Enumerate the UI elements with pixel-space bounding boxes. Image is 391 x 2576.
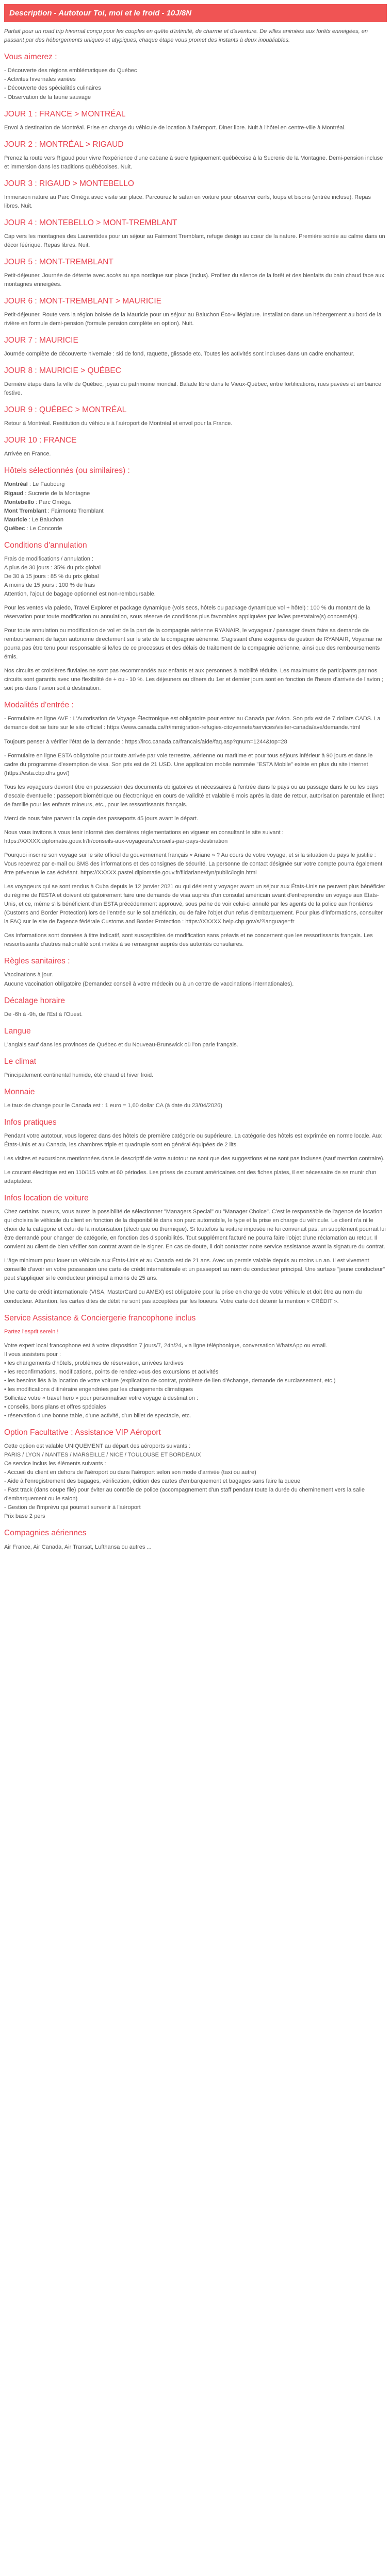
modalites-paragraph: Toujours penser à vérifier l'état de la demande : https://ircc.canada.ca/francais/aide/faq.asp?qnum=1244&top=28 — [4, 738, 287, 745]
modalites-paragraph: Merci de nous faire parvenir la copie des passeports 45 jours avant le départ. — [4, 815, 199, 822]
hotel-place: Rigaud — [4, 490, 24, 497]
infos-section — [4, 1116, 387, 1186]
infos-paragraph: Pendant votre autotour, vous logerez dans des hôtels de première catégorie ou supérieure. La catégorie des hôtels est exprimée en norme locale. Aux États-Unis et au Canada, les chambres triple et quadruple sont en général équipées de 2 lits. — [4, 1132, 382, 1148]
hotel-item: Mont Tremblant : Fairmonte Tremblant — [4, 507, 104, 514]
monnaie-section — [4, 1086, 387, 1110]
list-item: - Gestion de l'imprévu qui pourrait survenir à l'aéroport — [4, 1504, 141, 1511]
hotel-place: Montebello — [4, 499, 35, 505]
annulation-paragraph: Pour les ventes via paiedo, Travel Explorer et package dynamique (vols secs, hôtels ou package dynamique vol + hôtel) : 100 % du montant de la réservation pour toute modification ou annulation, sous réserve de conditions plus favorables appliquées par le/les prestataire(s) concerné(s). — [4, 605, 370, 620]
list-item: - Accueil du client en dehors de l'aéroport ou dans l'aéroport selon son mode d'arrivée (taxi ou autre) — [4, 1469, 256, 1476]
page-title: Description - Autotour Toi, moi et le froid - 10J/8N — [4, 4, 387, 22]
hotel-name: Le Concorde — [29, 525, 62, 532]
service-lines — [4, 1342, 387, 1420]
sanitaires-lines — [4, 971, 387, 988]
list-item: Frais de modifications / annulation : — [4, 555, 94, 562]
list-item: • les reconfirmations, modifications, points de rendez-vous des excursions et activités — [4, 1368, 219, 1375]
hotel-name: Fairmonte Tremblant — [51, 507, 104, 514]
list-item: - Activités hivernales variées — [4, 76, 76, 83]
modalites-heading: Modalités d'entrée : — [4, 701, 74, 710]
day-heading: JOUR 6 : MONT-TREMBLANT > MAURICIE — [4, 297, 162, 306]
list-item: A moins de 15 jours : 100 % de frais — [4, 582, 95, 588]
page — [0, 4, 391, 1564]
list-item: - Découverte des régions emblématiques du Québec — [4, 67, 137, 74]
location-section — [4, 1192, 387, 1306]
infos-paragraph: Les visites et excursions mentionnées dans le descriptif de votre autotour ne sont que des suggestions et ne sont pas incluses (sauf mention contraire). — [4, 1155, 385, 1162]
hotel-item: Mauricie : Le Baluchon — [4, 516, 63, 523]
service-heading: Service Assistance & Conciergerie francophone inclus — [4, 1313, 196, 1323]
annulation-paragraph: Pour toute annulation ou modification de vol et de la part de la compagnie aérienne RYANAIR, le voyageur / passager devra faire sa demande de remboursement de façon autonome directement sur le site de la compagnie aérienne. S'agissant d'une exigence de gestion de RYANAIR, Voyamar ne pourra pas être tenu pour responsable si le/les de ce processus et des délais de traitement de la compagnie aérienne, ainsi que des remboursements émis. — [4, 628, 382, 660]
location-paragraph: Chez certains loueurs, vous aurez la possibilité de sélectionner "Managers Special" ou "Manager Choice". C'est le responsable de l'agence de location qui choisira le véhicule du client en fonction de la disponibilité dans son parc automobile, le type et la prise en charge du véhicule. Le client n'a ni le choix de la catégorie et celui de la motorisation (électrique ou thermique). Si toutefois la voiture imposée ne lui convenait pas, un supplément pourrait lui être demandé pour changer de catégorie, en fonction des disponibilités. Tout supplément facturé ne pourra faire l'objet d'une réclamation au retour. Il convient au client de bien vérifier son contrat avant de le signer. En cas de doute, il doit contacter notre service assistance avant la signature du contrat. — [4, 1209, 386, 1250]
vip-section — [4, 1427, 387, 1521]
modalites-section — [4, 699, 387, 949]
langue-heading: Langue — [4, 1026, 31, 1036]
day-text: Prenez la route vers Rigaud pour vivre l'expérience d'une cabane à sucre typiquement québécoise à la Sucrerie de la Montagne. Demi-pension incluse et immersion dans les traditions québécoises. Nuit. — [4, 155, 383, 170]
sanitaires-heading: Règles sanitaires : — [4, 957, 70, 966]
monnaie-text: Le taux de change pour le Canada est : 1 euro = 1,60 dollar CA (à date du 23/04/2026) — [4, 1102, 222, 1109]
list-item: • conseils, bons plans et offres spéciales — [4, 1403, 106, 1410]
list-item: • réservation d'une bonne table, d'une activité, d'un billet de spectacle, etc. — [4, 1413, 191, 1419]
modalites-paragraph: Ces informations sont données à titre indicatif, sont susceptibles de modification sans préavis et ne concernent que les ressortissants français. Les ressortissants d'autres nationalité sont invités à se renseigner auprès des autorités consulaires. — [4, 933, 373, 948]
list-item: • les besoins liés à la location de votre voiture (explication de contrat, problème de lien d'échange, demande de surclassement, etc.) — [4, 1377, 336, 1384]
list-item: • les modifications d'itinéraire engendrées par les changements climatiques — [4, 1386, 193, 1393]
hotel-item: Montebello : Parc Oméga — [4, 499, 71, 505]
day-heading: JOUR 2 : MONTRÉAL > RIGAUD — [4, 140, 124, 149]
list-item: Sollicitez votre « travel hero » pour personnaliser votre voyage à destination : — [4, 1395, 199, 1401]
compagnies-section — [4, 1527, 387, 1551]
modalites-paragraph: - Formulaire en ligne ESTA obligatoire pour toute arrivée par voie terrestre, aérienne ou maritime et pour tous séjours inférieur à 90 jours et dans le cadre du programme d'exemption de visa. Son prix est de 21 USD. Une application mobile nommée "ESTA Mobile" existe en plus du site internet (https://esta.cbp.dhs.gov/) — [4, 752, 373, 776]
list-item: De 30 à 15 jours : 85 % du prix global — [4, 573, 99, 580]
compagnies-text: Air France, Air Canada, Air Transat, Lufthansa ou autres ... — [4, 1544, 152, 1550]
day-heading: JOUR 1 : FRANCE > MONTRÉAL — [4, 109, 126, 118]
day-heading: JOUR 7 : MAURICIE — [4, 336, 78, 345]
vous-aimerez-section — [4, 51, 387, 101]
list-item: A plus de 30 jours : 35% du prix global — [4, 564, 101, 571]
hotel-place: Mauricie — [4, 516, 27, 523]
infos-paragraph: Le courant électrique est en 110/115 volts et 60 périodes. Les prises de courant américaines ont des fiches plates, il est nécessaire de se munir d'un adaptateur. — [4, 1169, 377, 1185]
modalites-paragraph: Nous vous invitons à vous tenir informé des dernières réglementations en vigueur en consultant le site suivant : https://XXXXX.diplomatie.gouv.fr/fr/conseils-aux-voyageurs/conseils-par-pays-destination — [4, 829, 284, 844]
hotel-place: Mont Tremblant — [4, 507, 46, 514]
day-heading: JOUR 10 : FRANCE — [4, 436, 77, 445]
hotel-name: Le Baluchon — [31, 516, 63, 523]
langue-section — [4, 1025, 387, 1049]
hotels-section — [4, 465, 387, 533]
list-item: Ce service inclus les éléments suivants : — [4, 1461, 106, 1467]
list-item: Vaccinations à jour. — [4, 972, 53, 978]
climat-heading: Le climat — [4, 1057, 37, 1066]
hotel-name: Sucrerie de la Montagne — [28, 490, 90, 497]
sanitaires-section — [4, 955, 387, 988]
hotel-place: Québec — [4, 525, 25, 532]
monnaie-heading: Monnaie — [4, 1087, 35, 1096]
list-item: PARIS / LYON / NANTES / MARSEILLE / NICE / TOULOUSE ET BORDEAUX — [4, 1452, 201, 1459]
list-item: Attention, l'ajout de bagage optionnel est non-remboursable. — [4, 590, 156, 597]
list-item: - Découverte des spécialités culinaires — [4, 85, 101, 92]
list-item: Cette option est valable UNIQUEMENT au départ des aéroports suivants : — [4, 1443, 191, 1450]
hotels-heading: Hôtels sélectionnés (ou similaires) : — [4, 466, 130, 476]
day-heading: JOUR 8 : MAURICIE > QUÉBEC — [4, 366, 121, 376]
vous-aimerez-list — [4, 66, 387, 101]
intro-paragraph: Parfait pour un road trip hivernal conçu pour les couples en quête d'intimité, de charme et d'aventure. De villes animées aux forêts enneigées, en passant par des hébergements uniques et atypiques, chaque étape vous promet des instants à deux inoubliables. — [4, 28, 368, 44]
annulation-heading: Conditions d'annulation — [4, 540, 87, 550]
modalites-paragraph: Pourquoi inscrire son voyage sur le site officiel du gouvernement français « Ariane » ? Au cours de votre voyage, et si la situation du pays le justifie : Vous recevrez par e-mail ou SMS des informations et des consignes de sécurité. La personne de contact désignée sur votre compte pourra également être prévenue le cas échéant. https://XXXXX.pastel.diplomatie.gouv.fr/fildariane/dyn/public/login.html — [4, 852, 383, 876]
list-item: - Aide à l'enregistrement des bagages, vérification, édition des cartes d'embarquement et bagages sans faire la queue — [4, 1478, 301, 1485]
day-heading: JOUR 4 : MONTEBELLO > MONT-TREMBLANT — [4, 218, 177, 227]
annulation-section — [4, 539, 387, 693]
annulation-lines — [4, 555, 387, 599]
infos-heading: Infos pratiques — [4, 1117, 57, 1127]
day-text: Cap vers les montagnes des Laurentides pour un séjour au Fairmont Tremblant, refuge design au cœur de la nature. Première soirée au calme dans un décor féérique. Repas libres. Nuit. — [4, 233, 385, 248]
decalage-text: De -6h à -9h, de l'Est à l'Ouest. — [4, 1011, 83, 1018]
day-text: Petit-déjeuner. Route vers la région boisée de la Mauricie pour un séjour au Baluchon Éco-villégiature. Installation dans un hébergement au bord de la rivière en formule demi-pension (formule pension complète en option). Nuit. — [4, 312, 382, 327]
day-text: Arrivée en France. — [4, 451, 51, 457]
vous-aimerez-heading: Vous aimerez : — [4, 53, 57, 62]
hotel-item: Québec : Le Concorde — [4, 525, 62, 532]
vip-heading: Option Facultative : Assistance VIP Aéroport — [4, 1428, 161, 1437]
list-item: - Observation de la faune sauvage — [4, 94, 91, 100]
annulation-paragraph: Nos circuits et croisières fluviales ne sont pas recommandés aux enfants et aux personnes à mobilité réduite. Les maximums de participants par nos circuits sont garantis avec une flexibilité de + ou - 10 %. Les déjeuners ou dîners du 1er et dernier jours sont en fonction de l'heure d'arrivée de l'avion ; soit pris dans l'avion soit à destination. — [4, 668, 383, 692]
hotels-list — [4, 480, 387, 533]
list-item: Votre expert local francophone est à votre disposition 7 jours/7, 24h/24, via ligne téléphonique, conversation WhatsApp ou email. — [4, 1342, 328, 1349]
hotel-place: Montréal — [4, 481, 28, 488]
list-item: Il vous assistera pour : — [4, 1351, 61, 1358]
decalage-heading: Décalage horaire — [4, 996, 66, 1005]
modalites-paragraph: Tous les voyageurs devront être en possession des documents obligatoires et nécessaires à l'entrée dans le pays ou au passage dans le ou les pays d'escale éventuelle : passeport biométrique ou électronique en cours de validité et valable 6 mois après la date de retour, autorisation parentale et livret de famille pour les enfants mineurs, etc., pour les ressortissants français. — [4, 784, 384, 808]
service-subheading: Partez l'esprit serein ! — [4, 1328, 59, 1335]
list-item: Aucune vaccination obligatoire (Demandez conseil à votre médecin ou à un centre de vaccinations internationales). — [4, 980, 294, 987]
service-section — [4, 1312, 387, 1420]
climat-text: Principalement continental humide, été chaud et hiver froid. — [4, 1072, 154, 1078]
day-text: Dernière étape dans la ville de Québec, joyau du patrimoine mondial. Balade libre dans le Vieux-Québec, entre fortifications, rues pavées et ambiance festive. — [4, 381, 382, 397]
day-text: Envol à destination de Montréal. Prise en charge du véhicule de location à l'aéroport. Diner libre. Nuit à l'hôtel en centre-ville à Montréal. — [4, 124, 346, 131]
day-text: Immersion nature au Parc Oméga avec visite sur place. Parcourez le safari en voiture pour observer cerfs, loups et bisons (entrée incluse). Repas libres. Nuit. — [4, 194, 371, 209]
location-heading: Infos location de voiture — [4, 1194, 89, 1203]
decalage-section — [4, 995, 387, 1019]
compagnies-heading: Compagnies aériennes — [4, 1529, 87, 1538]
day-heading: JOUR 5 : MONT-TREMBLANT — [4, 257, 113, 266]
vip-lines — [4, 1442, 387, 1521]
list-item: • les changements d'hôtels, problèmes de réservation, arrivées tardives — [4, 1360, 184, 1366]
list-item: Prix base 2 pers — [4, 1513, 45, 1520]
langue-text: L'anglais sauf dans les provinces de Québec et du Nouveau-Brunswick où l'on parle français. — [4, 1041, 238, 1048]
hotel-name: Le Faubourg — [32, 481, 65, 488]
hotel-name: Parc Oméga — [39, 499, 71, 505]
day-heading: JOUR 3 : RIGAUD > MONTEBELLO — [4, 179, 134, 188]
day-text: Retour à Montréal. Restitution du véhicule à l'aéroport de Montréal et envol pour la France. — [4, 420, 233, 427]
day-heading: JOUR 9 : QUÉBEC > MONTRÉAL — [4, 405, 127, 415]
list-item: - Fast track (dans coupe file) pour éviter au contrôle de police (accompagnement d'un staff pendant toute la durée du cheminement vers la salle d'embarquement ou le salon) — [4, 1487, 365, 1502]
modalites-paragraph: Les voyageurs qui se sont rendus à Cuba depuis le 12 janvier 2021 ou qui désirent y voyager avant un séjour aux États-Unis ne peuvent plus bénéficier du régime de l'ESTA et doivent obligatoirement faire une demande de visa auprès d'un consulat américain avant d'entreprendre un voyage aux États-Unis, et ce, même s'ils bénéficient d'un ESTA précédemment approuvé, sous peine de voir celui-ci annulé par les agents de la police aux frontières (Customs and Border Protection) lors de l'entrée sur le sol américain, ou de faire l'objet d'un refus d'embarquement. Pour plus d'informations, consulter la FAQ sur le site de l'agence fédérale Customs and Border Protection : https://XXXXX.help.cbp.gov/s/?language=fr — [4, 884, 385, 925]
location-paragraph: L'âge minimum pour louer un véhicule aux États-Unis et au Canada est de 21 ans. Avec un permis valable depuis au moins un an. Il est vivement conseillé d'avoir en votre possession une carte de crédit internationale et un passeport au nom du conducteur principal. Une surtaxe "jeune conducteur" peut s'appliquer si le conducteur principal a moins de 25 ans. — [4, 1258, 385, 1282]
hotel-item: Rigaud : Sucrerie de la Montagne — [4, 490, 90, 497]
climat-section — [4, 1056, 387, 1080]
hotel-item: Montréal : Le Faubourg — [4, 481, 65, 488]
day-text: Petit-déjeuner. Journée de détente avec accès au spa nordique sur place (inclus). Profitez du silence de la forêt et des bienfaits du bain chaud face aux montagnes enneigées. — [4, 272, 384, 287]
day-text: Journée complète de découverte hivernale : ski de fond, raquette, glissade etc. Toutes les activités sont incluses dans un cadre enchanteur. — [4, 351, 355, 358]
modalites-paragraph: - Formulaire en ligne AVE : L'Autorisation de Voyage Électronique est obligatoire pour entrer au Canada par Avion. Son prix est de 7 dollars CADS. La demande doit se faire sur le site officiel : https://www.canada.ca/fr/immigration-refugies-citoyennete/services/visiter-canada/ave/demande.html — [4, 716, 381, 731]
itinerary — [4, 108, 387, 459]
location-paragraph: Une carte de crédit internationale (VISA, MasterCard ou AMEX) est obligatoire pour la prise en charge de votre véhicule et doit être au nom du conducteur. Attention, les cartes dites de débit ne sont pas acceptées par les loueurs. Votre carte doit détenir la mention « CRÉDIT ». — [4, 1289, 362, 1304]
